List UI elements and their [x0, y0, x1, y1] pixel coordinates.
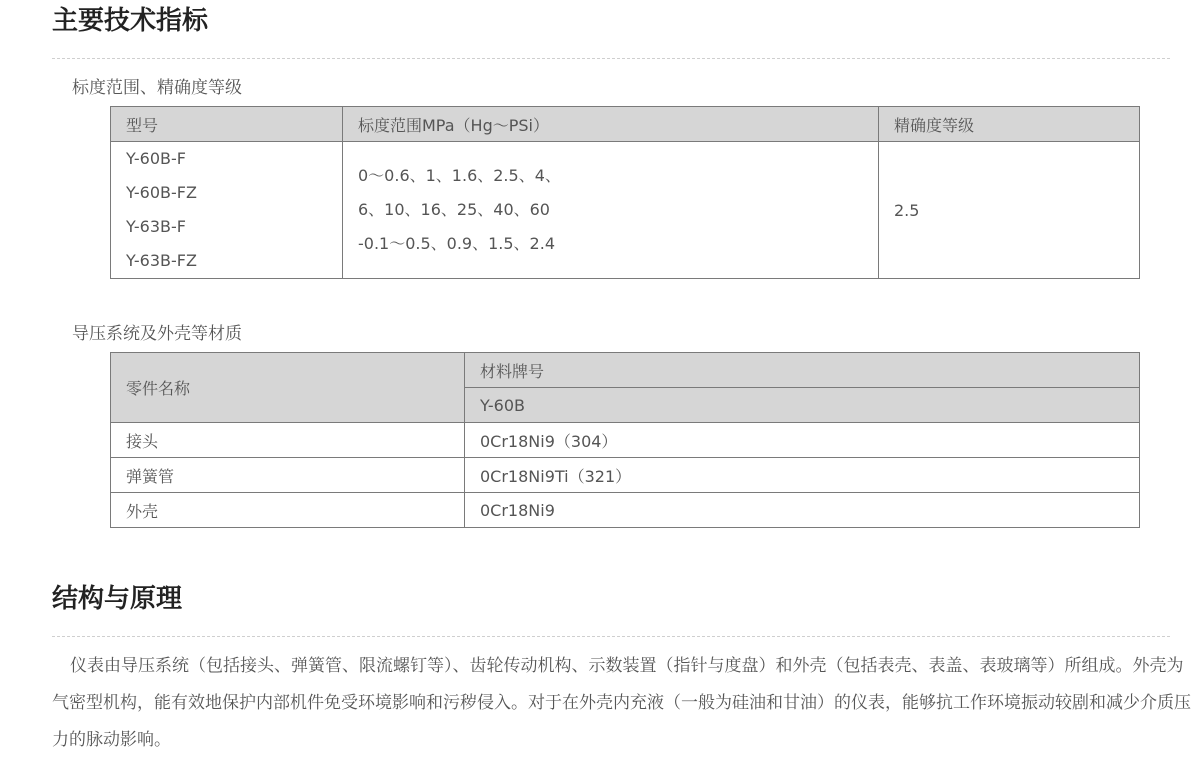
materials-table: [110, 352, 1140, 528]
part-name: 弹簧管: [111, 458, 465, 493]
table-row: [111, 423, 1140, 458]
material-value: 0Cr18Ni9Ti（321）: [465, 458, 1140, 493]
header-model-y60b: Y-60B: [465, 388, 1140, 423]
section-divider: [52, 58, 1170, 59]
header-range: 标度范围MPa（Hg～PSi）: [343, 107, 879, 142]
table-row: [111, 493, 1140, 528]
table-row: [111, 458, 1140, 493]
model-item: Y-60B-FZ: [126, 183, 197, 202]
header-material: 材料牌号: [465, 353, 1140, 388]
part-name: 外壳: [111, 493, 465, 528]
accuracy-value: 2.5: [879, 142, 1140, 279]
model-list-cell: [111, 142, 343, 279]
range-cell: [343, 142, 879, 279]
material-value: 0Cr18Ni9（304）: [465, 423, 1140, 458]
range-accuracy-table: [110, 106, 1140, 279]
subheading-materials: 导压系统及外壳等材质: [72, 324, 242, 344]
header-accuracy: 精确度等级: [879, 107, 1140, 142]
section-divider: [52, 636, 1170, 637]
header-part-name: 零件名称: [111, 353, 465, 423]
model-item: Y-60B-F: [126, 149, 186, 168]
model-item: Y-63B-F: [126, 217, 186, 236]
structure-paragraph: 仪表由导压系统（包括接头、弹簧管、限流螺钉等）、齿轮传动机构、示数装置（指针与度盘）和外壳（包括表壳、表盖、表玻璃等）所组成。外壳为气密型机构，能有效地保护内部机件免受环境影响和污秽侵入。对于在外壳内充液（一般为硅油和甘油）的仪表，能够抗工作环境振动较剧和减少介质压力的脉动影响。: [52, 656, 1191, 750]
part-name: 接头: [111, 423, 465, 458]
section-title-structure: 结构与原理: [52, 584, 183, 614]
model-item: Y-63B-FZ: [126, 251, 197, 270]
range-line: 6、10、16、25、40、60: [358, 200, 550, 219]
range-line: -0.1～0.5、0.9、1.5、2.4: [358, 234, 556, 253]
header-model: 型号: [111, 107, 343, 142]
range-line: 0～0.6、1、1.6、2.5、4、: [358, 166, 561, 185]
material-value: 0Cr18Ni9: [465, 493, 1140, 528]
subheading-range-accuracy: 标度范围、精确度等级: [72, 78, 242, 98]
section-title-specs: 主要技术指标: [52, 6, 209, 36]
